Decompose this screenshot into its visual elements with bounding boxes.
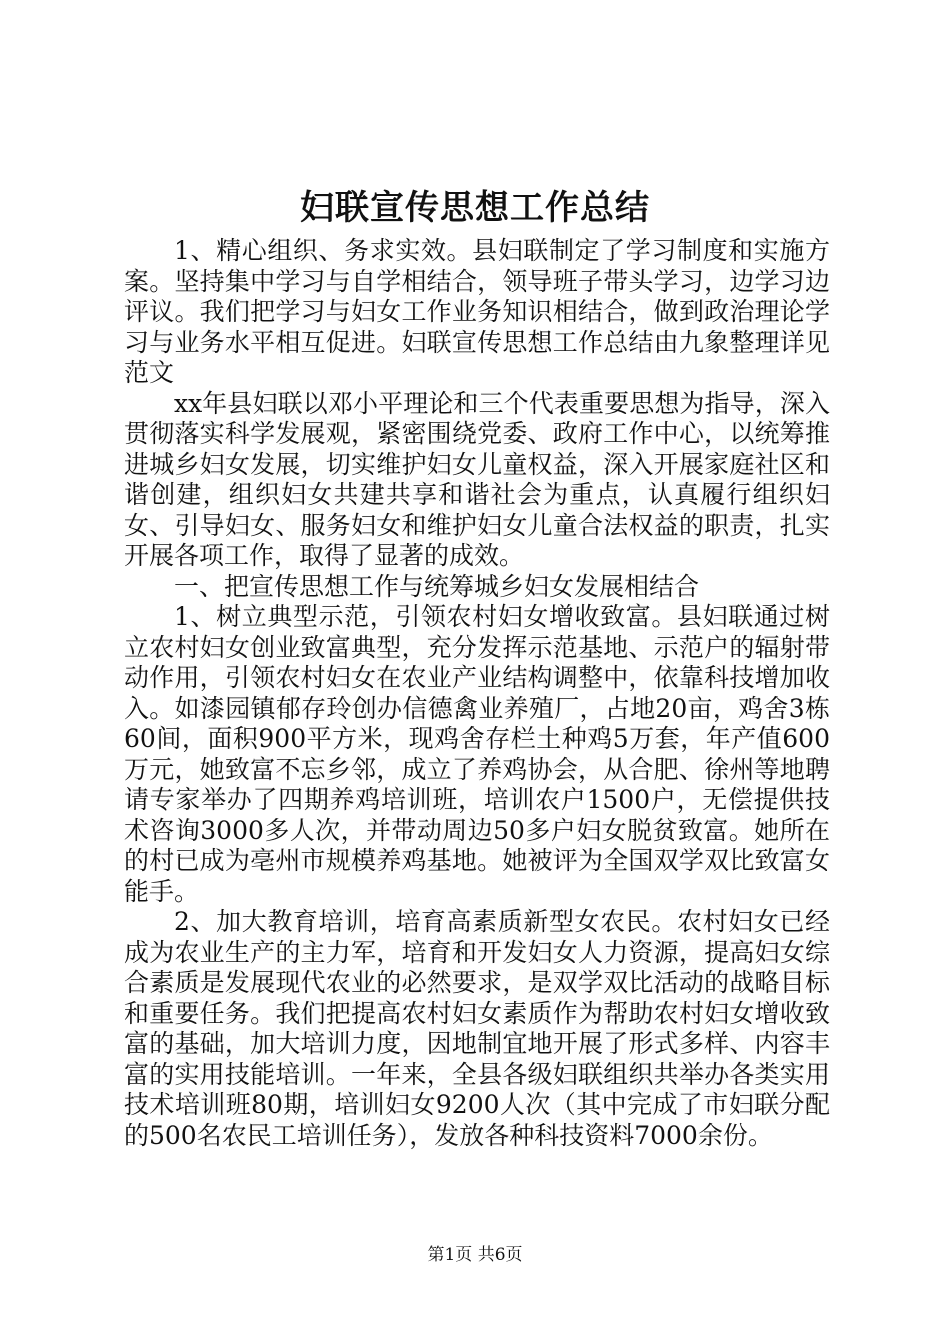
section-heading-publicity-development: 一、把宣传思想工作与统筹城乡妇女发展相结合 — [174, 571, 700, 601]
paragraph-education-training: 2、加大教育培训，培育高素质新型女农民。农村妇女已经成为农业生产的主力军，培育和开发妇女人力资源，提高妇女综合素质是发展现代农业的必然要求，是双学双比活动的战略目标和重要任务。我们把提高农村妇女素质作为帮助农村妇女增收致富的基础，加大培训力度，因地制宜地开展了形式多样、内容丰富的实用技能培训。一年来，全县各级妇联组织共举办各类实用技术培训班80期，培训妇女9200人次（其中完成了市妇联分配的500名农民工培训任务），发放各种科技资料7000余份。 — [124, 907, 830, 1150]
paragraph-typical-demonstration: 1、树立典型示范，引领农村妇女增收致富。县妇联通过树立农村妇女创业致富典型，充分发挥示范基地、示范户的辐射带动作用，引领农村妇女在农业产业结构调整中，依靠科技增加收入。如漆园镇郁存玲创办信德禽业养殖厂，占地20亩，鸡舍3栋60间，面积900平方米，现鸡舍存栏土种鸡5万套，年产值600万元，她致富不忘乡邻，成立了养鸡协会，从合肥、徐州等地聘请专家举办了四期养鸡培训班，培训农户1500户，无偿提供技术咨询3000多人次，并带动周边50多户妇女脱贫致富。她所在的村已成为亳州市规模养鸡基地。她被评为全国双学双比致富女能手。 — [124, 602, 830, 906]
page-number-footer: 第1页 共6页 — [427, 1245, 523, 1265]
paragraph-annual-overview: xx年县妇联以邓小平理论和三个代表重要思想为指导，深入贯彻落实科学发展观，紧密围绕党委、政府工作中心，以统筹推进城乡妇女发展，切实维护妇女儿童权益，深入开展家庭社区和谐创建，组织妇女共建共享和谐社会为重点，认真履行组织妇女、引导妇女、服务妇女和维护妇女儿童合法权益的职责，扎实开展各项工作，取得了显著的成效。 — [124, 388, 830, 570]
document-title: 妇联宣传思想工作总结 — [300, 188, 650, 228]
paragraph-study-system: 1、精心组织、务求实效。县妇联制定了学习制度和实施方案。坚持集中学习与自学相结合，领导班子带头学习，边学习边评议。我们把学习与妇女工作业务知识相结合，做到政治理论学习与业务水平相互促进。妇联宣传思想工作总结由九象整理详见范文 — [124, 236, 830, 387]
document-body — [124, 236, 830, 1151]
